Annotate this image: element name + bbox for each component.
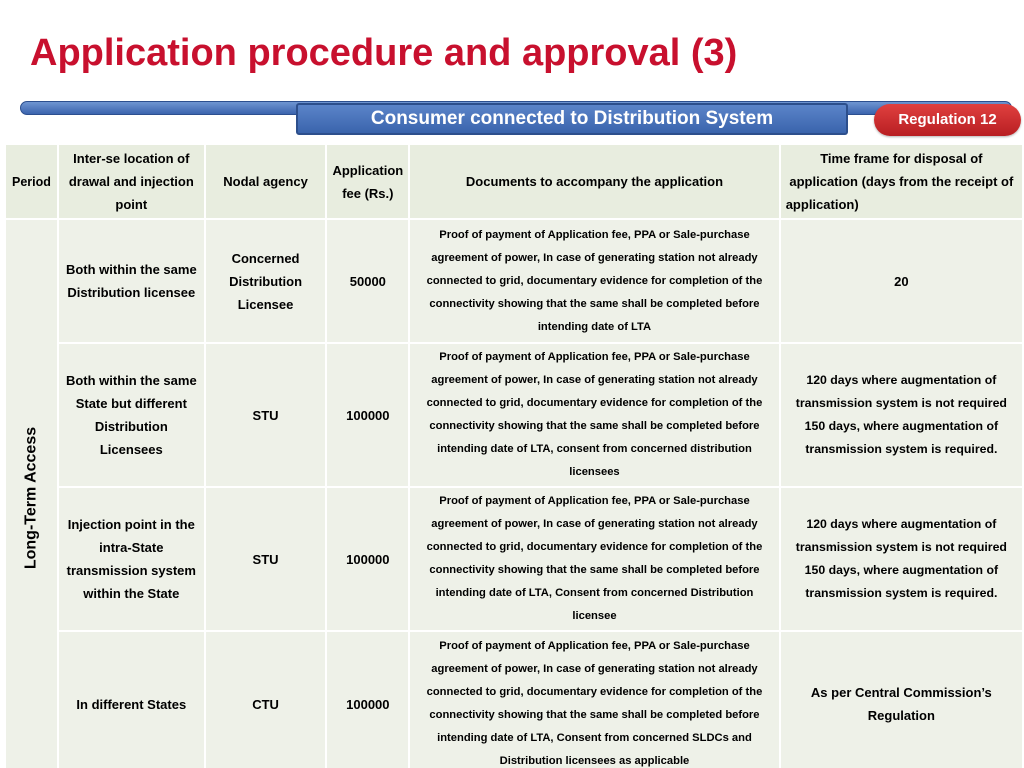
header-agency: Nodal agency — [205, 144, 327, 219]
period-cell — [5, 219, 58, 768]
regulation-badge: Regulation 12 — [874, 104, 1021, 136]
row-fee: 100000 — [326, 631, 409, 768]
row-agency: CTU — [205, 631, 327, 768]
row-timeframe — [780, 487, 1023, 631]
table-row — [5, 343, 1023, 487]
row-location: In different States — [58, 631, 205, 768]
row-timeframe-primary: As per Central Commission’s Regulation — [810, 685, 992, 723]
row-fee: 100000 — [326, 487, 409, 631]
header-documents: Documents to accompany the application — [409, 144, 779, 219]
table-row — [5, 487, 1023, 631]
row-documents: Proof of payment of Application fee, PPA or Sale-purchase agreement of power, In case of generating station not already connected to grid, documentary evidence for completion of the connectivity showing that the same shall be completed before intending date of LTA, Consent from concerned Distribution licensee — [409, 487, 779, 631]
header-timeframe: Time frame for disposal of application (days from the receipt of application) — [780, 144, 1023, 219]
header-fee: Application fee (Rs.) — [326, 144, 409, 219]
row-fee: 100000 — [326, 343, 409, 487]
table-header-row — [5, 144, 1023, 219]
row-timeframe-secondary: 150 days, where augmentation of transmission system is required. — [804, 563, 999, 600]
row-timeframe — [780, 219, 1023, 343]
row-timeframe-primary: 120 days where augmentation of transmission system is not required — [795, 517, 1007, 554]
row-documents: Proof of payment of Application fee, PPA or Sale-purchase agreement of power, In case of generating station not already connected to grid, documentary evidence for completion of the connectivity showing that the same shall be completed before intending date of LTA, Consent from concerned SLDCs and Distribution licensees as applicable — [409, 631, 779, 768]
period-label: Long-Term Access — [22, 426, 40, 570]
row-timeframe-primary: 120 days where augmentation of transmission system is not required — [795, 373, 1007, 410]
row-agency: Concerned Distribution Licensee — [205, 219, 327, 343]
row-fee: 50000 — [326, 219, 409, 343]
row-location: Both within the same State but different Distribution Licensees — [58, 343, 205, 487]
row-documents: Proof of payment of Application fee, PPA or Sale-purchase agreement of power, In case of generating station not already connected to grid, documentary evidence for completion of the connectivity showing that the same shall be completed before intending date of LTA — [409, 219, 779, 343]
row-documents: Proof of payment of Application fee, PPA or Sale-purchase agreement of power, In case of generating station not already connected to grid, documentary evidence for completion of the connectivity showing that the same shall be completed before intending date of LTA, consent from concerned distribution licensees — [409, 343, 779, 487]
table-row — [5, 219, 1023, 343]
table-row — [5, 631, 1023, 768]
application-table — [4, 143, 1024, 768]
row-location: Both within the same Distribution licensee — [58, 219, 205, 343]
row-timeframe — [780, 631, 1023, 768]
row-timeframe-primary: 20 — [894, 273, 909, 289]
row-timeframe-secondary: 150 days, where augmentation of transmission system is required. — [804, 419, 999, 456]
section-subtitle: Consumer connected to Distribution System — [296, 103, 848, 135]
row-agency: STU — [205, 343, 327, 487]
row-timeframe — [780, 343, 1023, 487]
header-period: Period — [5, 144, 58, 219]
header-location: Inter-se location of drawal and injection point — [58, 144, 205, 219]
row-location: Injection point in the intra-State transmission system within the State — [58, 487, 205, 631]
row-agency: STU — [205, 487, 327, 631]
page-title: Application procedure and approval (3) — [30, 32, 738, 74]
